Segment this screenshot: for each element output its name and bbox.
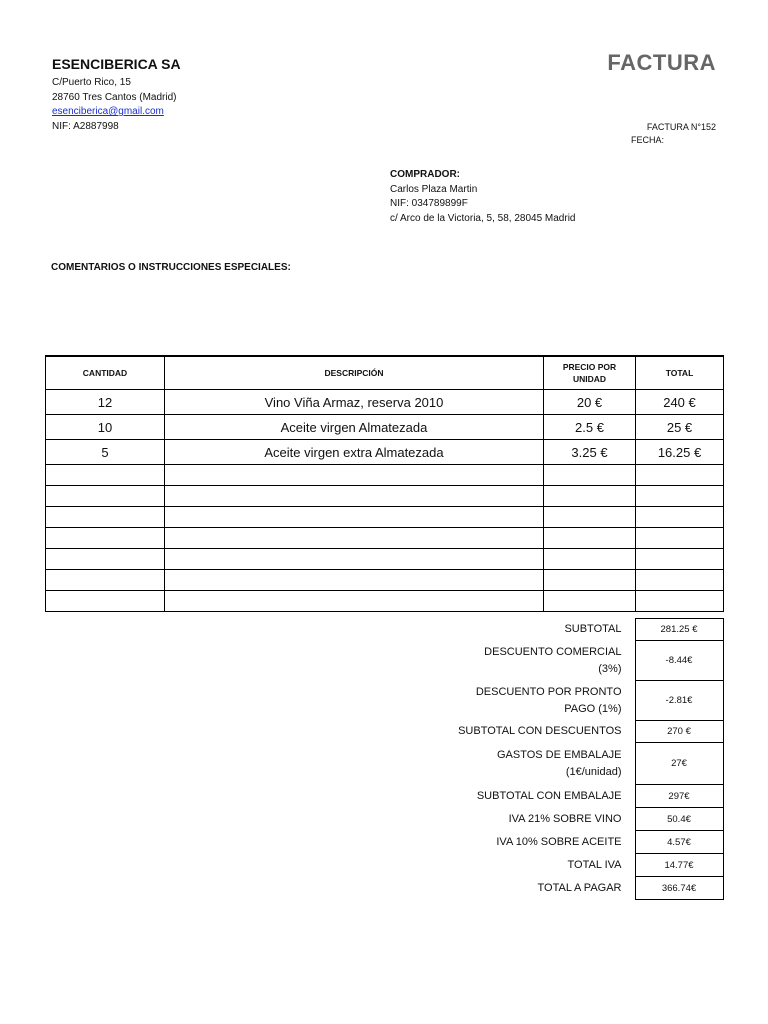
summary-value: 14.77€ bbox=[635, 854, 723, 877]
table-row bbox=[46, 415, 724, 440]
summary-row-vat-oil bbox=[45, 831, 723, 854]
header-description: DESCRIPCIÓN bbox=[165, 356, 544, 390]
summary-row-subtotal-discounts bbox=[45, 721, 723, 743]
summary-label: SUBTOTAL CON EMBALAJE bbox=[476, 789, 622, 802]
summary-row-packing bbox=[45, 743, 723, 785]
buyer-heading: COMPRADOR: bbox=[390, 169, 460, 180]
summary-label-line2: (1€/unidad) bbox=[565, 765, 622, 778]
cell-qty: 10 bbox=[46, 415, 165, 440]
summary-row-vat-wine bbox=[45, 808, 723, 831]
summary-label: TOTAL A PAGAR bbox=[537, 881, 622, 894]
summary-value: 281.25 € bbox=[635, 619, 723, 641]
cell-qty: 5 bbox=[46, 440, 165, 465]
empty-table-row bbox=[46, 570, 724, 591]
invoice-number: FACTURA N°152 bbox=[646, 122, 716, 132]
summary-label-line2: (3%) bbox=[598, 662, 622, 675]
header-unit-price-line2: UNIDAD bbox=[572, 374, 607, 384]
header-qty: CANTIDAD bbox=[46, 356, 165, 390]
summary-row-grand-total bbox=[45, 877, 723, 900]
summary-label: SUBTOTAL CON DESCUENTOS bbox=[458, 725, 622, 737]
summary-row-subtotal-packing bbox=[45, 785, 723, 808]
summary-label-line1: GASTOS DE EMBALAJE bbox=[496, 748, 622, 761]
company-address-line2: 28760 Tres Cantos (Madrid) bbox=[52, 92, 177, 103]
summary-table bbox=[45, 618, 724, 900]
empty-table-row bbox=[46, 549, 724, 570]
summary-value: 27€ bbox=[635, 743, 723, 785]
summary-label: IVA 21% SOBRE VINO bbox=[508, 812, 622, 825]
cell-total: 16.25 € bbox=[636, 440, 724, 465]
grand-total-value: 366.74€ bbox=[635, 877, 723, 900]
summary-label bbox=[45, 681, 635, 721]
summary-value: 50.4€ bbox=[635, 808, 723, 831]
summary-value: -2.81€ bbox=[635, 681, 723, 721]
cell-unit-price: 2.5 € bbox=[544, 415, 636, 440]
cell-description: Vino Viña Armaz, reserva 2010 bbox=[165, 390, 544, 415]
header-unit-price-line1: PRECIO POR bbox=[562, 362, 617, 372]
summary-label-line1: DESCUENTO POR PRONTO bbox=[475, 685, 622, 698]
summary-label: TOTAL IVA bbox=[567, 858, 622, 871]
empty-table-row bbox=[46, 465, 724, 486]
summary-value: 270 € bbox=[635, 721, 723, 743]
empty-table-row bbox=[46, 528, 724, 549]
summary-label-line1: DESCUENTO COMERCIAL bbox=[484, 645, 622, 658]
document-title: FACTURA bbox=[607, 50, 716, 75]
summary-row-discount-commercial bbox=[45, 641, 723, 681]
empty-table-row bbox=[46, 507, 724, 528]
invoice-date-label: FECHA: bbox=[631, 135, 665, 145]
comments-label: COMENTARIOS O INSTRUCCIONES ESPECIALES: bbox=[51, 262, 291, 273]
summary-label: SUBTOTAL bbox=[564, 623, 622, 635]
cell-description: Aceite virgen Almatezada bbox=[165, 415, 544, 440]
cell-unit-price: 3.25 € bbox=[544, 440, 636, 465]
company-address-line1: C/Puerto Rico, 15 bbox=[52, 77, 131, 88]
cell-unit-price: 20 € bbox=[544, 390, 636, 415]
summary-label bbox=[45, 743, 635, 785]
company-name: ESENCIBERICA SA bbox=[52, 56, 181, 72]
buyer-nif: NIF: 034789899F bbox=[390, 198, 468, 209]
buyer-address: c/ Arco de la Victoria, 5, 58, 28045 Madrid bbox=[390, 213, 576, 224]
summary-label: IVA 10% SOBRE ACEITE bbox=[496, 835, 622, 848]
cell-description: Aceite virgen extra Almatezada bbox=[165, 440, 544, 465]
empty-table-row bbox=[46, 486, 724, 507]
summary-value: 297€ bbox=[635, 785, 723, 808]
summary-label-line2: PAGO (1%) bbox=[564, 702, 622, 715]
company-nif: NIF: A2887998 bbox=[52, 121, 119, 132]
items-table bbox=[45, 355, 724, 612]
cell-qty: 12 bbox=[46, 390, 165, 415]
summary-row-subtotal bbox=[45, 619, 723, 641]
empty-table-row bbox=[46, 591, 724, 612]
summary-label bbox=[45, 641, 635, 681]
summary-value: -8.44€ bbox=[635, 641, 723, 681]
table-row bbox=[46, 390, 724, 415]
items-header-row bbox=[46, 356, 724, 390]
header-unit-price bbox=[544, 356, 636, 390]
buyer-name: Carlos Plaza Martin bbox=[390, 184, 478, 195]
table-row bbox=[46, 440, 724, 465]
summary-row-vat-total bbox=[45, 854, 723, 877]
cell-total: 25 € bbox=[636, 415, 724, 440]
header-total: TOTAL bbox=[636, 356, 724, 390]
summary-row-discount-early bbox=[45, 681, 723, 721]
cell-total: 240 € bbox=[636, 390, 724, 415]
company-email-link[interactable]: esenciberica@gmail.com bbox=[52, 106, 164, 117]
summary-value: 4.57€ bbox=[635, 831, 723, 854]
